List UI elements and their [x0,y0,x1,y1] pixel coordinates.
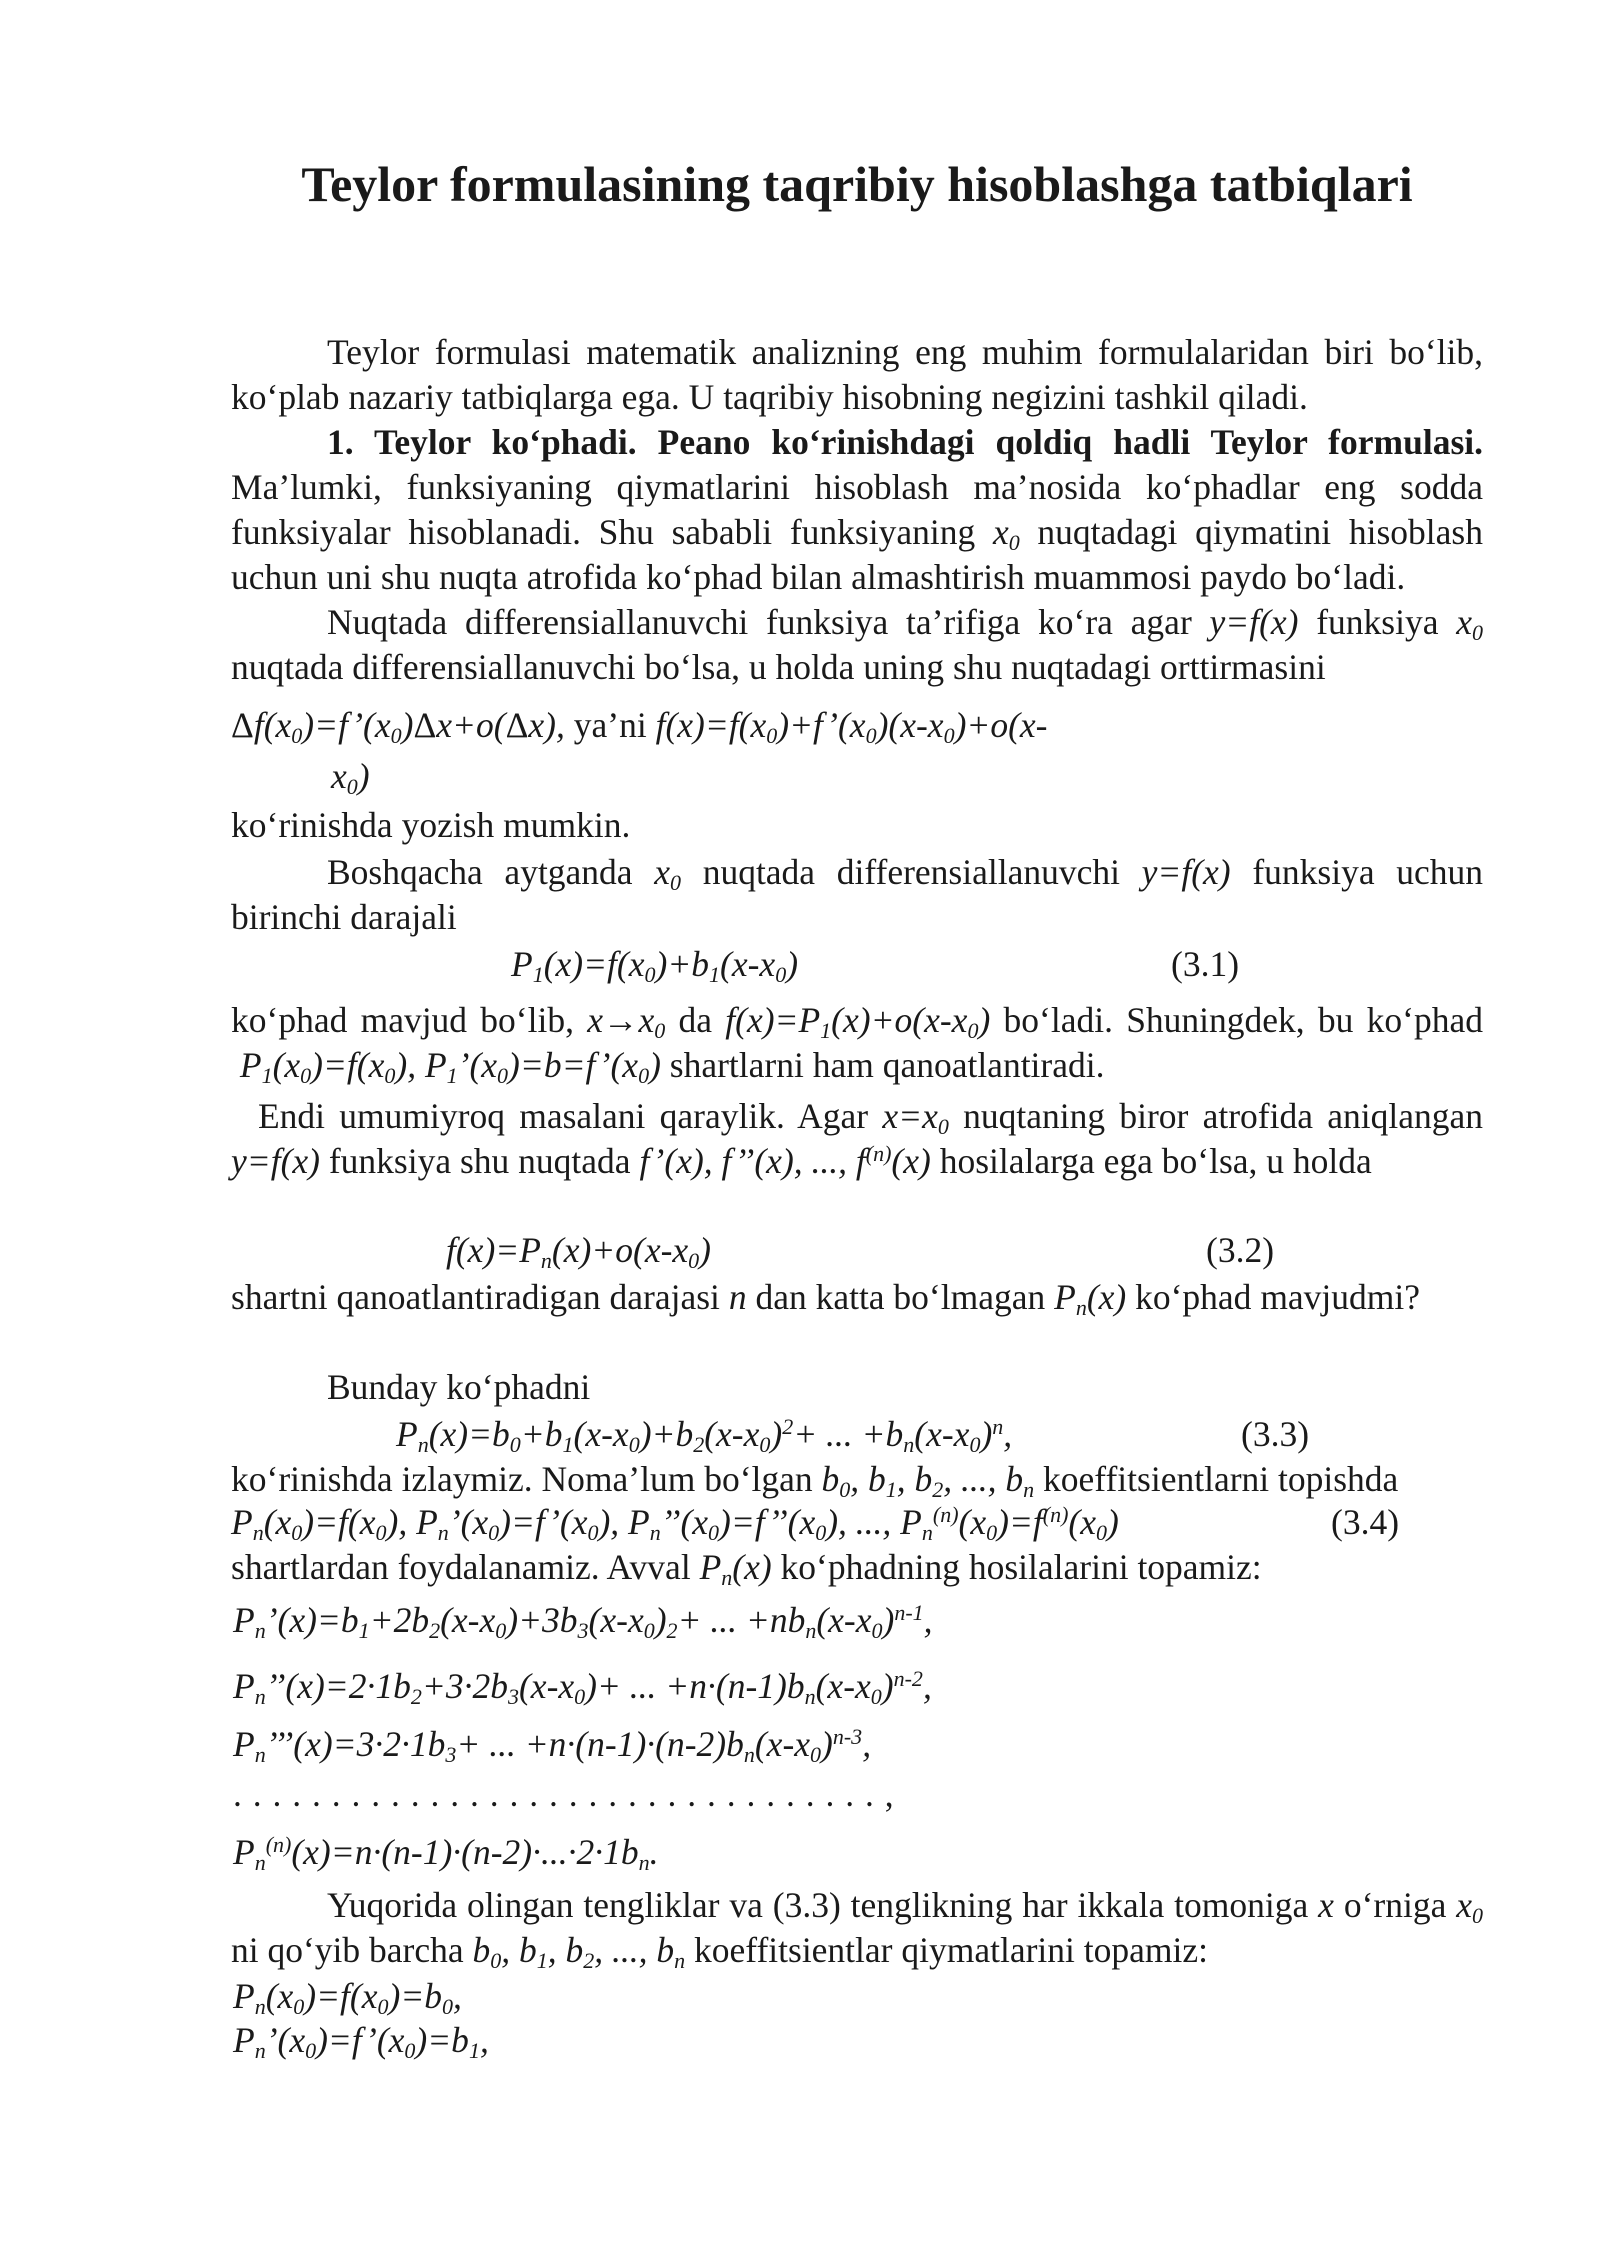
equation-number-3-1: (3.1) [1171,944,1240,984]
formula-3-3: $P_n(x)=b_0+b_1(x-x_0)+b_2(x-x_0)^2+$ ... $+b_n(x-x_0)^n$, [396,1413,1013,1458]
formula-derivative-1: $P_n’(x)=b_1+2b_2(x-x_0)+3b_3(x-x_0)_2+$ ... $+nb_n(x-x_0)^{n-1}$, [233,1599,933,1644]
paragraph-izlaymiz: ko‘rinishda izlaymiz. Noma’lum bo‘lgan $b_0$, $b_1$, $b_2$, ..., $b_n$ koeffitsientlarni topishda [231,1459,1399,1503]
section-heading: 1. Teylor ko‘phadi. Peano ko‘rinishdagi qoldiq hadli Teylor formulasi. [327,422,1483,462]
text-shartlardan: shartlardan foydalanamiz. Avval $P_n(x)$ ko‘phadning hosilalarini topamiz: [231,1547,1262,1591]
text-mavjudmi: mavjudmi? [1260,1277,1421,1317]
formula-value-1: $P_n’(x_0)=f’(x_0)=b_1$, [233,2020,489,2064]
formula-3-1: $P_1(x)=f(x_0)+b_1(x-x_0)$ [511,944,799,988]
formula-3-4: $P_n(x_0)=f(x_0)$, $P_n’(x_0)=f’(x_0)$, $P_n’’(x_0)=f’’(x_0)$, ..., $P_n^{(n)}(x_0)=f^{(n)}(x_0)$ [231,1501,1119,1546]
paragraph-endi: Endi umumiyroq masalani qaraylik. Agar $x=x_0$ nuqtaning biror atrofida aniqlangan y=f(x) funksiya shu nuqtada f’(x), f’’(x), ..., $f^{(n)}(x)$ hosilalarga ega bo‘lsa, u holda [231,1096,1483,1181]
formula-derivative-3: $P_n’’’(x)=3\cdot 2\cdot 1b_3+$ ... $+n\cdot(n-1)\cdot(n-2)b_n(x-x_0)^{n-3}$, [233,1723,872,1768]
equation-number-3-4: (3.4) [1331,1502,1400,1542]
paragraph-kophad-mavjud: ko‘phad mavjud bo‘lib, $x\to x_0$ da $f(x)=P_1(x)+o(x-x_0)$ bo‘ladi. Shuningdek, bu ko‘phad $P_1(x_0)=f(x_0)$, $P_1’(x_0)=b=f’(x_0)$ shartlarni ham qanoatlantiradi. [231,1000,1483,1089]
dots-line: . . . . . . . . . . . . . . . . . . . . . . . . . . . . . . . . . , [233,1774,895,1814]
formula-3-2: $f(x)=P_n(x)+o(x-x_0)$ [446,1230,711,1274]
text-koirinishda: ko‘rinishda yozish mumkin. [231,805,631,845]
formula-increment: $\Delta f(x_0)=f’(x_0)\Delta x+o(\Delta x)$, ya’ni $f(x)=f(x_0)+f’(x_0)(x-x_0)+o(x-$ [231,705,1048,749]
paragraph-shartni: shartni qanoatlantiradigan darajasi n dan katta bo‘lmagan $P_n(x)$ ko‘phad mavjudmi? [231,1277,1421,1321]
formula-derivative-2: $P_n’’(x)=2\cdot 1b_2+3\cdot 2b_3(x-x_0)+$ ... $+n\cdot(n-1)b_n(x-x_0)^{n-2}$, [233,1665,932,1710]
equation-number-3-2: (3.2) [1206,1230,1275,1270]
equation-number-3-3: (3.3) [1241,1414,1310,1454]
section-paragraph-1: 1. Teylor ko‘phadi. Peano ko‘rinishdagi qoldiq hadli Teylor formulasi. Ma’lumki, funksiyaning qiymatlarini hisoblash ma’nosida ko‘phadlar eng sodda funksiyalar hisoblanadi. Shu sababli funksiyaning $x_0$ nuqtadagi qiymatini hisoblash uchun uni shu nuqta atrofida ko‘phad bilan almashtirish muammosi paydo bo‘ladi. [231,422,1483,597]
paragraph-differensial: Nuqtada differensiallanuvchi funksiya ta’rifiga ko‘ra agar y=f(x) funksiya $x_0$ nuqtada differensiallanuvchi bo‘lsa, u holda uning shu nuqtadagi orttirmasini [231,602,1484,687]
paragraph-yuqorida: Yuqorida olingan tengliklar va (3.3) tenglikning har ikkala tomoniga x o‘rniga $x_0$ ni qo‘yib barcha $b_0$, $b_1$, $b_2$, ..., $b_n$ koeffitsientlar qiymatlarini topamiz: [231,1885,1483,1974]
paragraph-boshqacha: Boshqacha aytganda $x_0$ nuqtada differensiallanuvchi y=f(x) funksiya uchun birinchi darajali [231,852,1483,937]
text-bunday: Bunday ko‘phadni [327,1367,591,1407]
page-title: Teylor formulasining taqribiy hisoblashga tatbiqlari [301,156,1413,212]
formula-derivative-n: $P_n^{(n)}(x)=n\cdot(n-1)\cdot(n-2)\cdot...\cdot 2\cdot 1b_n$. [233,1831,659,1876]
formula-increment-cont: $x_0$) [331,756,370,800]
formula-value-0: $P_n(x_0)=f(x_0)=b_0$, [233,1976,462,2020]
intro-paragraph: Teylor formulasi matematik analizning eng muhim formulalaridan biri bo‘lib, ko‘plab nazariy tatbiqlarga ega. U taqribiy hisobning negizini tashkil qiladi. [231,332,1483,417]
